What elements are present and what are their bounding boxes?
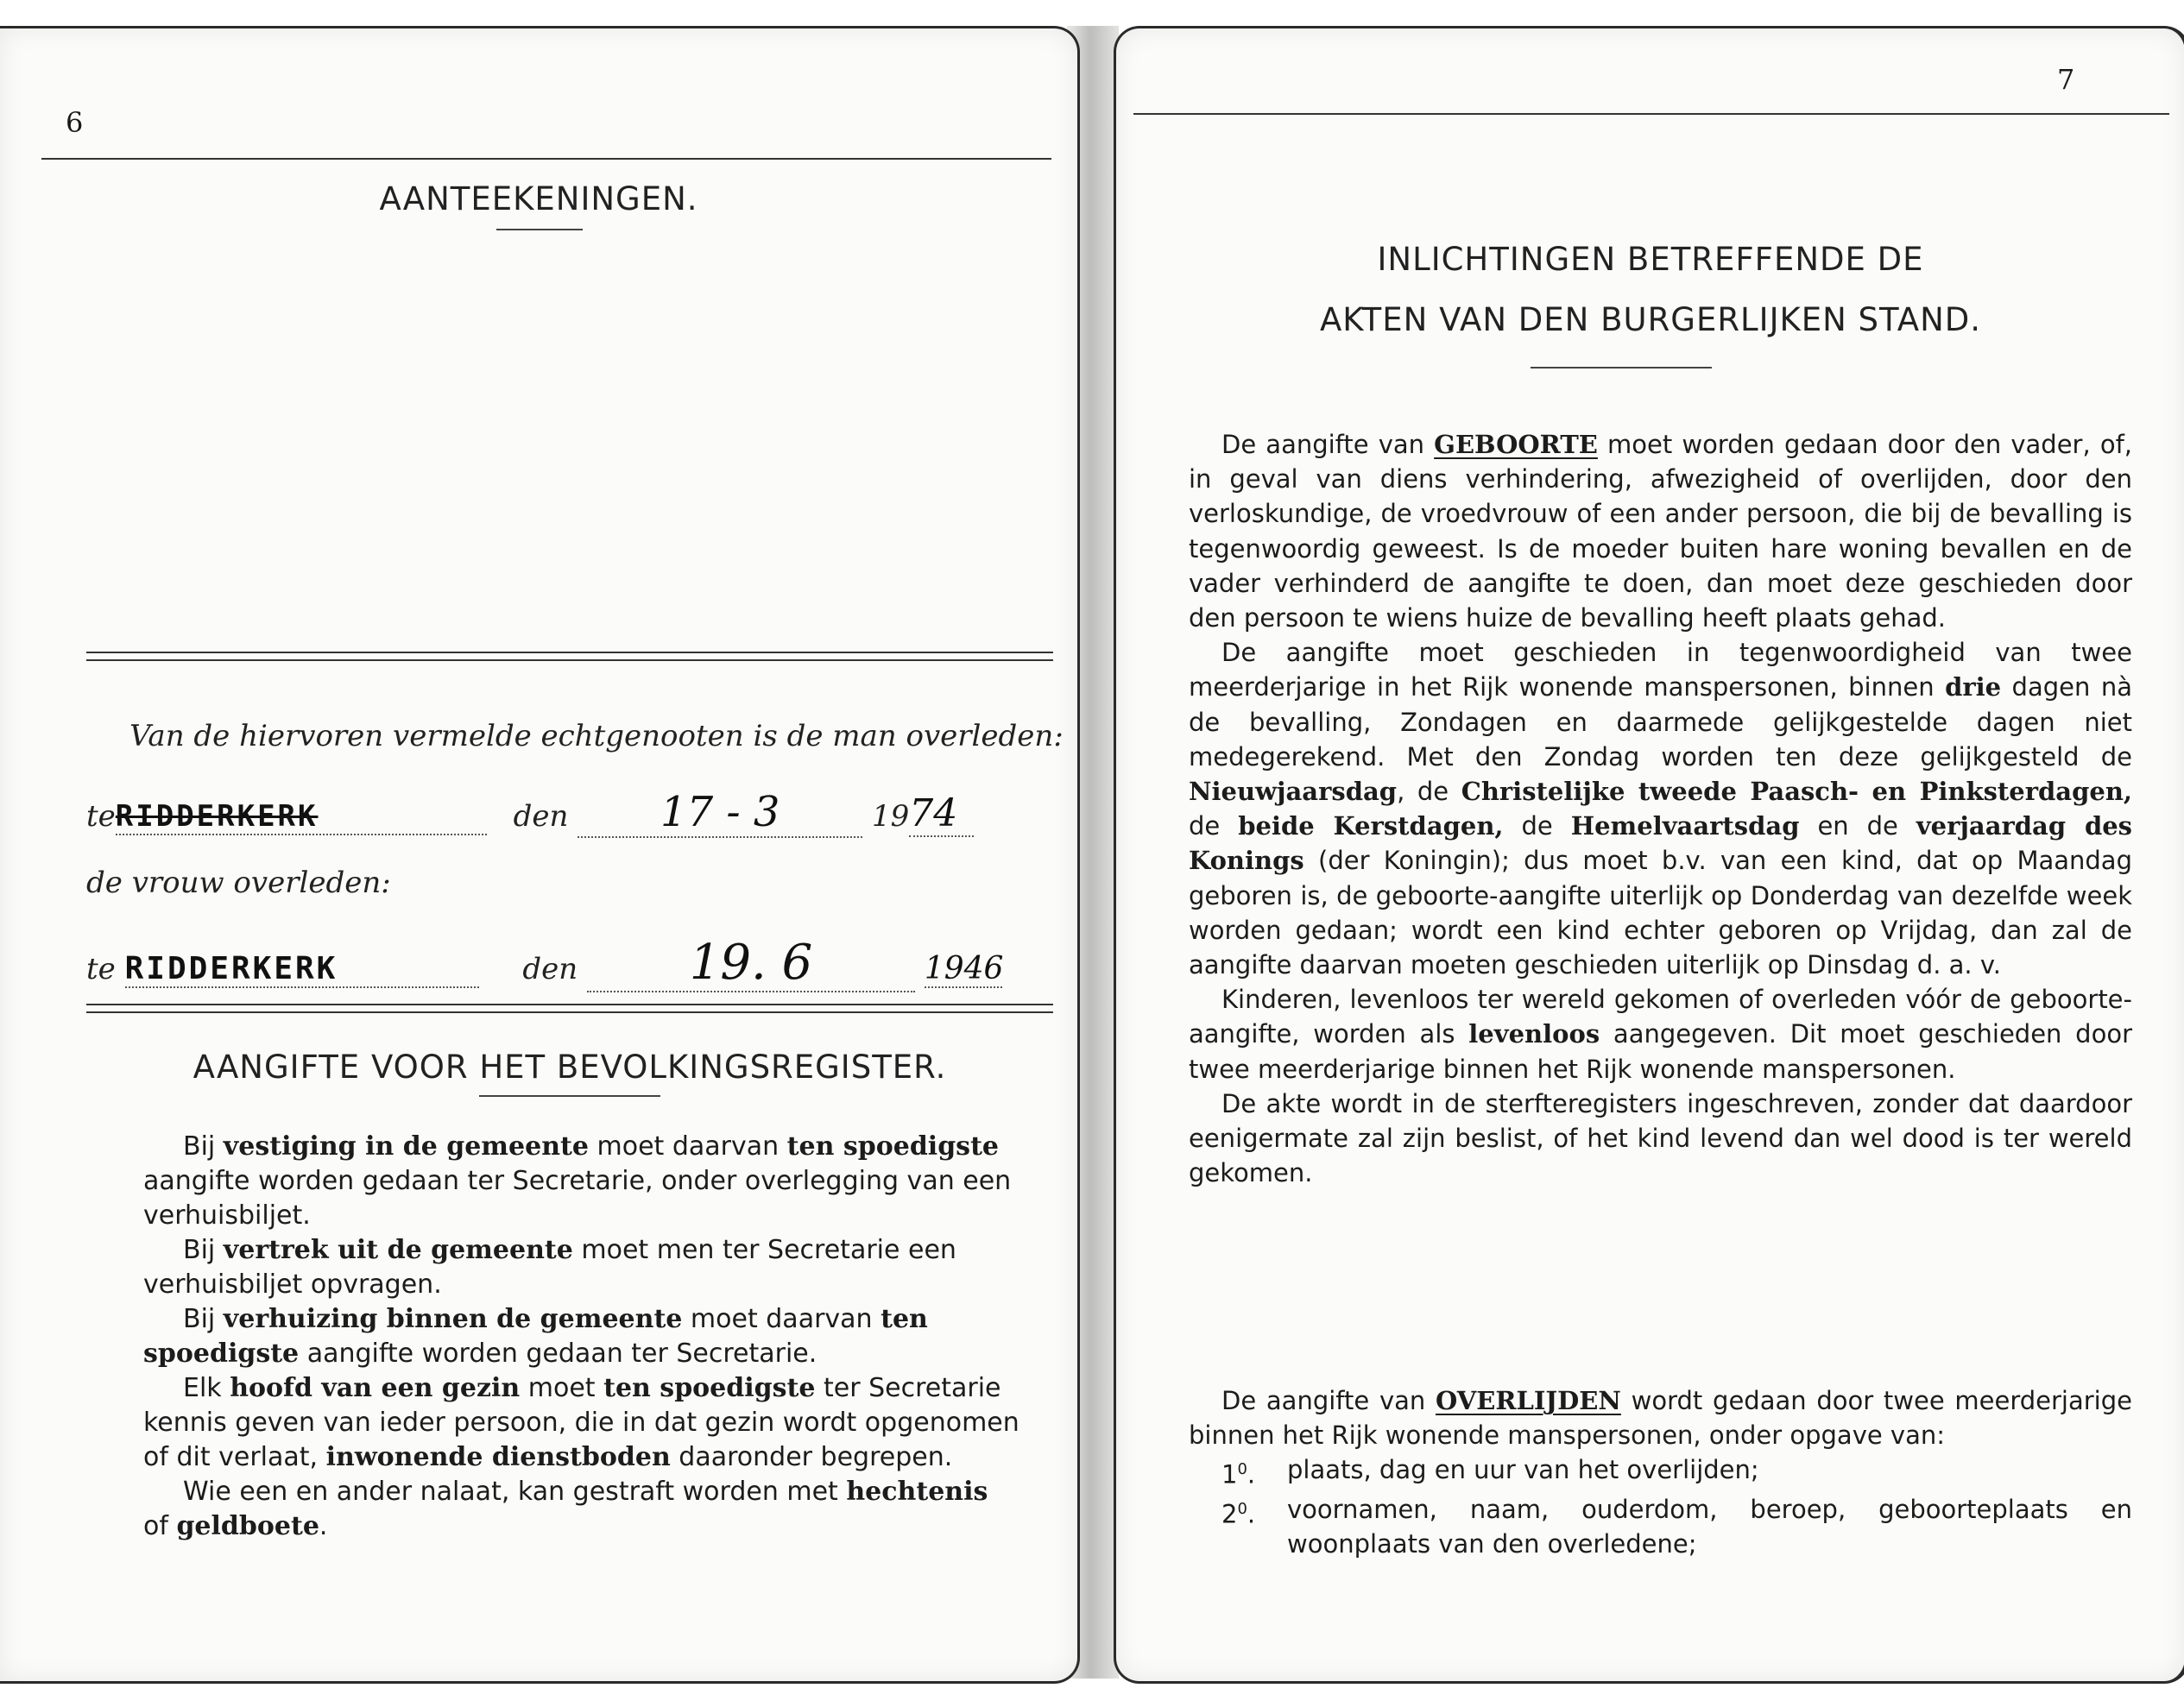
death-paragraph-1: De aangifte van OVERLIJDEN wordt gedaan door twee meerderjarige binnen het Rijk wonende manspersonen, onder opgave van: [1189,1386,2132,1451]
death-list-item-2: $2^0$. voornamen, naam, ouderdom, beroep, geboorteplaats en woonplaats van den overledene; [1221,1495,2132,1559]
birth-section [1189,427,2132,1190]
birth-paragraph-3: Kinderen, levenloos ter wereld gekomen of overleden vóór de geboorte-aangifte, worden als levenloos aangegeven. Dit moet geschieden door twee meerderjarige binnen het Rijk wonende manspersonen. [1189,985,2132,1084]
population-register-title-underline [479,1095,660,1097]
right-page [1114,26,2184,1684]
te-label-wife: te [86,952,116,986]
keyword-geboorte: GEBOORTE [1434,430,1598,459]
death-record-intro: Van de hiervoren vermelde echtgenooten is de man overleden: [129,719,1064,753]
page-number-right: 7 [2057,63,2075,96]
info-title-line2: AKTEN VAN DEN BURGERLIJKEN STAND. [1319,301,1982,338]
wife-death-year: 1946 [924,951,1004,986]
death-list-item-1: $1^0$. plaats, dag en uur van het overlijden; [1221,1455,1759,1490]
page-number-left: 6 [66,106,84,139]
info-title-line1: INLICHTINGEN BETREFFENDE DE [1377,241,1924,278]
wife-place-stamp: RIDDERKERK [125,951,479,988]
te-label-man: te [86,799,116,834]
header-rule-right [1133,113,2169,115]
man-death-line [86,788,974,838]
left-page [0,26,1080,1684]
paragraph-hoofd-gezin: Elk hoofd van een gezin moet ten spoedigste ter Secretarie kennis geven van ieder persoon, die in dat gezin wordt opgenomen of dit verlaat, inwonende dienstboden daaronder begrepen. [143,1373,1019,1472]
man-place-stamp: RIDDERKERK [116,799,487,835]
paragraph-vertrek: Bij vertrek uit de gemeente moet men ter Secretarie een verhuisbiljet opvragen. [143,1235,956,1300]
birth-paragraph-1: De aangifte van GEBOORTE moet worden gedaan door den vader, of, in geval van diens verhindering, afwezigheid of overlijden, door den verloskundige, de vroedvrouw of een ander persoon, die bij de bevalling is tegenwoordig geweest. Is de moeder buiten hare woning bevallen en de vader verhinderd de aangifte te doen, dan moet deze geschieden door den persoon te wiens huize de bevalling heeft plaats gehad. [1189,430,2132,633]
death-section [1189,1383,2132,1562]
keyword-overlijden: OVERLIJDEN [1436,1386,1621,1415]
wife-death-date: 19. 6 [587,935,915,992]
population-register-body [143,1130,1019,1544]
wife-death-intro: de vrouw overleden: [86,866,391,900]
notes-heading: AANTEEKENINGEN. [379,180,698,217]
man-death-date: 17 - 3 [578,788,862,838]
paragraph-vestiging: Bij vestiging in de gemeente moet daarvan ten spoedigste aangifte worden gedaan ter Secretarie, onder overlegging van een verhuisbiljet. [143,1131,1012,1231]
birth-paragraph-4: De akte wordt in de sterfteregisters ingeschreven, zonder dat daardoor eenigermate zal zijn beslist, of het kind levend dan wel dood is ter wereld gekomen. [1189,1088,2132,1188]
info-title-underline [1531,367,1712,368]
den-label-man: den [513,799,569,834]
notes-bottom-double-rule [86,652,1053,661]
birth-paragraph-2: De aangifte moet geschieden in tegenwoordigheid van twee meerderjarige in het Rijk wonende manspersonen, binnen drie dagen nà de bevalling, Zondagen en daarmede gelijkgestelde dagen niet medegerekend. Met den Zondag worden ten deze gelijkgesteld de Nieuwjaarsdag, de Christelijke tweede Paasch- en Pinksterdagen, de beide Kerstdagen, de Hemelvaartsdag en de verjaardag des Konings (der Koningin); dus moet b.v. van een kind, dat op Maandag geboren is, de geboorte-aangifte uiterlijk op Donderdag van dezelfde week worden gedaan; wordt een kind echter geboren op Vrijdag, dan zal de aangifte daarvan moeten geschieden uiterlijk op Dinsdag d. a. v. [1189,638,2133,980]
man-death-year: 74 [909,791,974,837]
wife-death-line [86,935,1002,992]
notes-heading-underline [496,229,583,230]
section-divider-double-rule [86,1004,1053,1013]
den-label-wife: den [522,952,578,986]
paragraph-verhuizing: Bij verhuizing binnen de gemeente moet daarvan ten spoedigste aangifte worden gedaan ter Secretarie. [143,1304,928,1369]
population-register-title: AANGIFTE VOOR HET BEVOLKINGSREGISTER. [193,1049,947,1086]
paragraph-straf: Wie een en ander nalaat, kan gestraft worden met hechtenis of geldboete. [143,1477,988,1541]
header-rule-left [41,158,1051,160]
year-prefix-man: 19 [872,799,910,834]
